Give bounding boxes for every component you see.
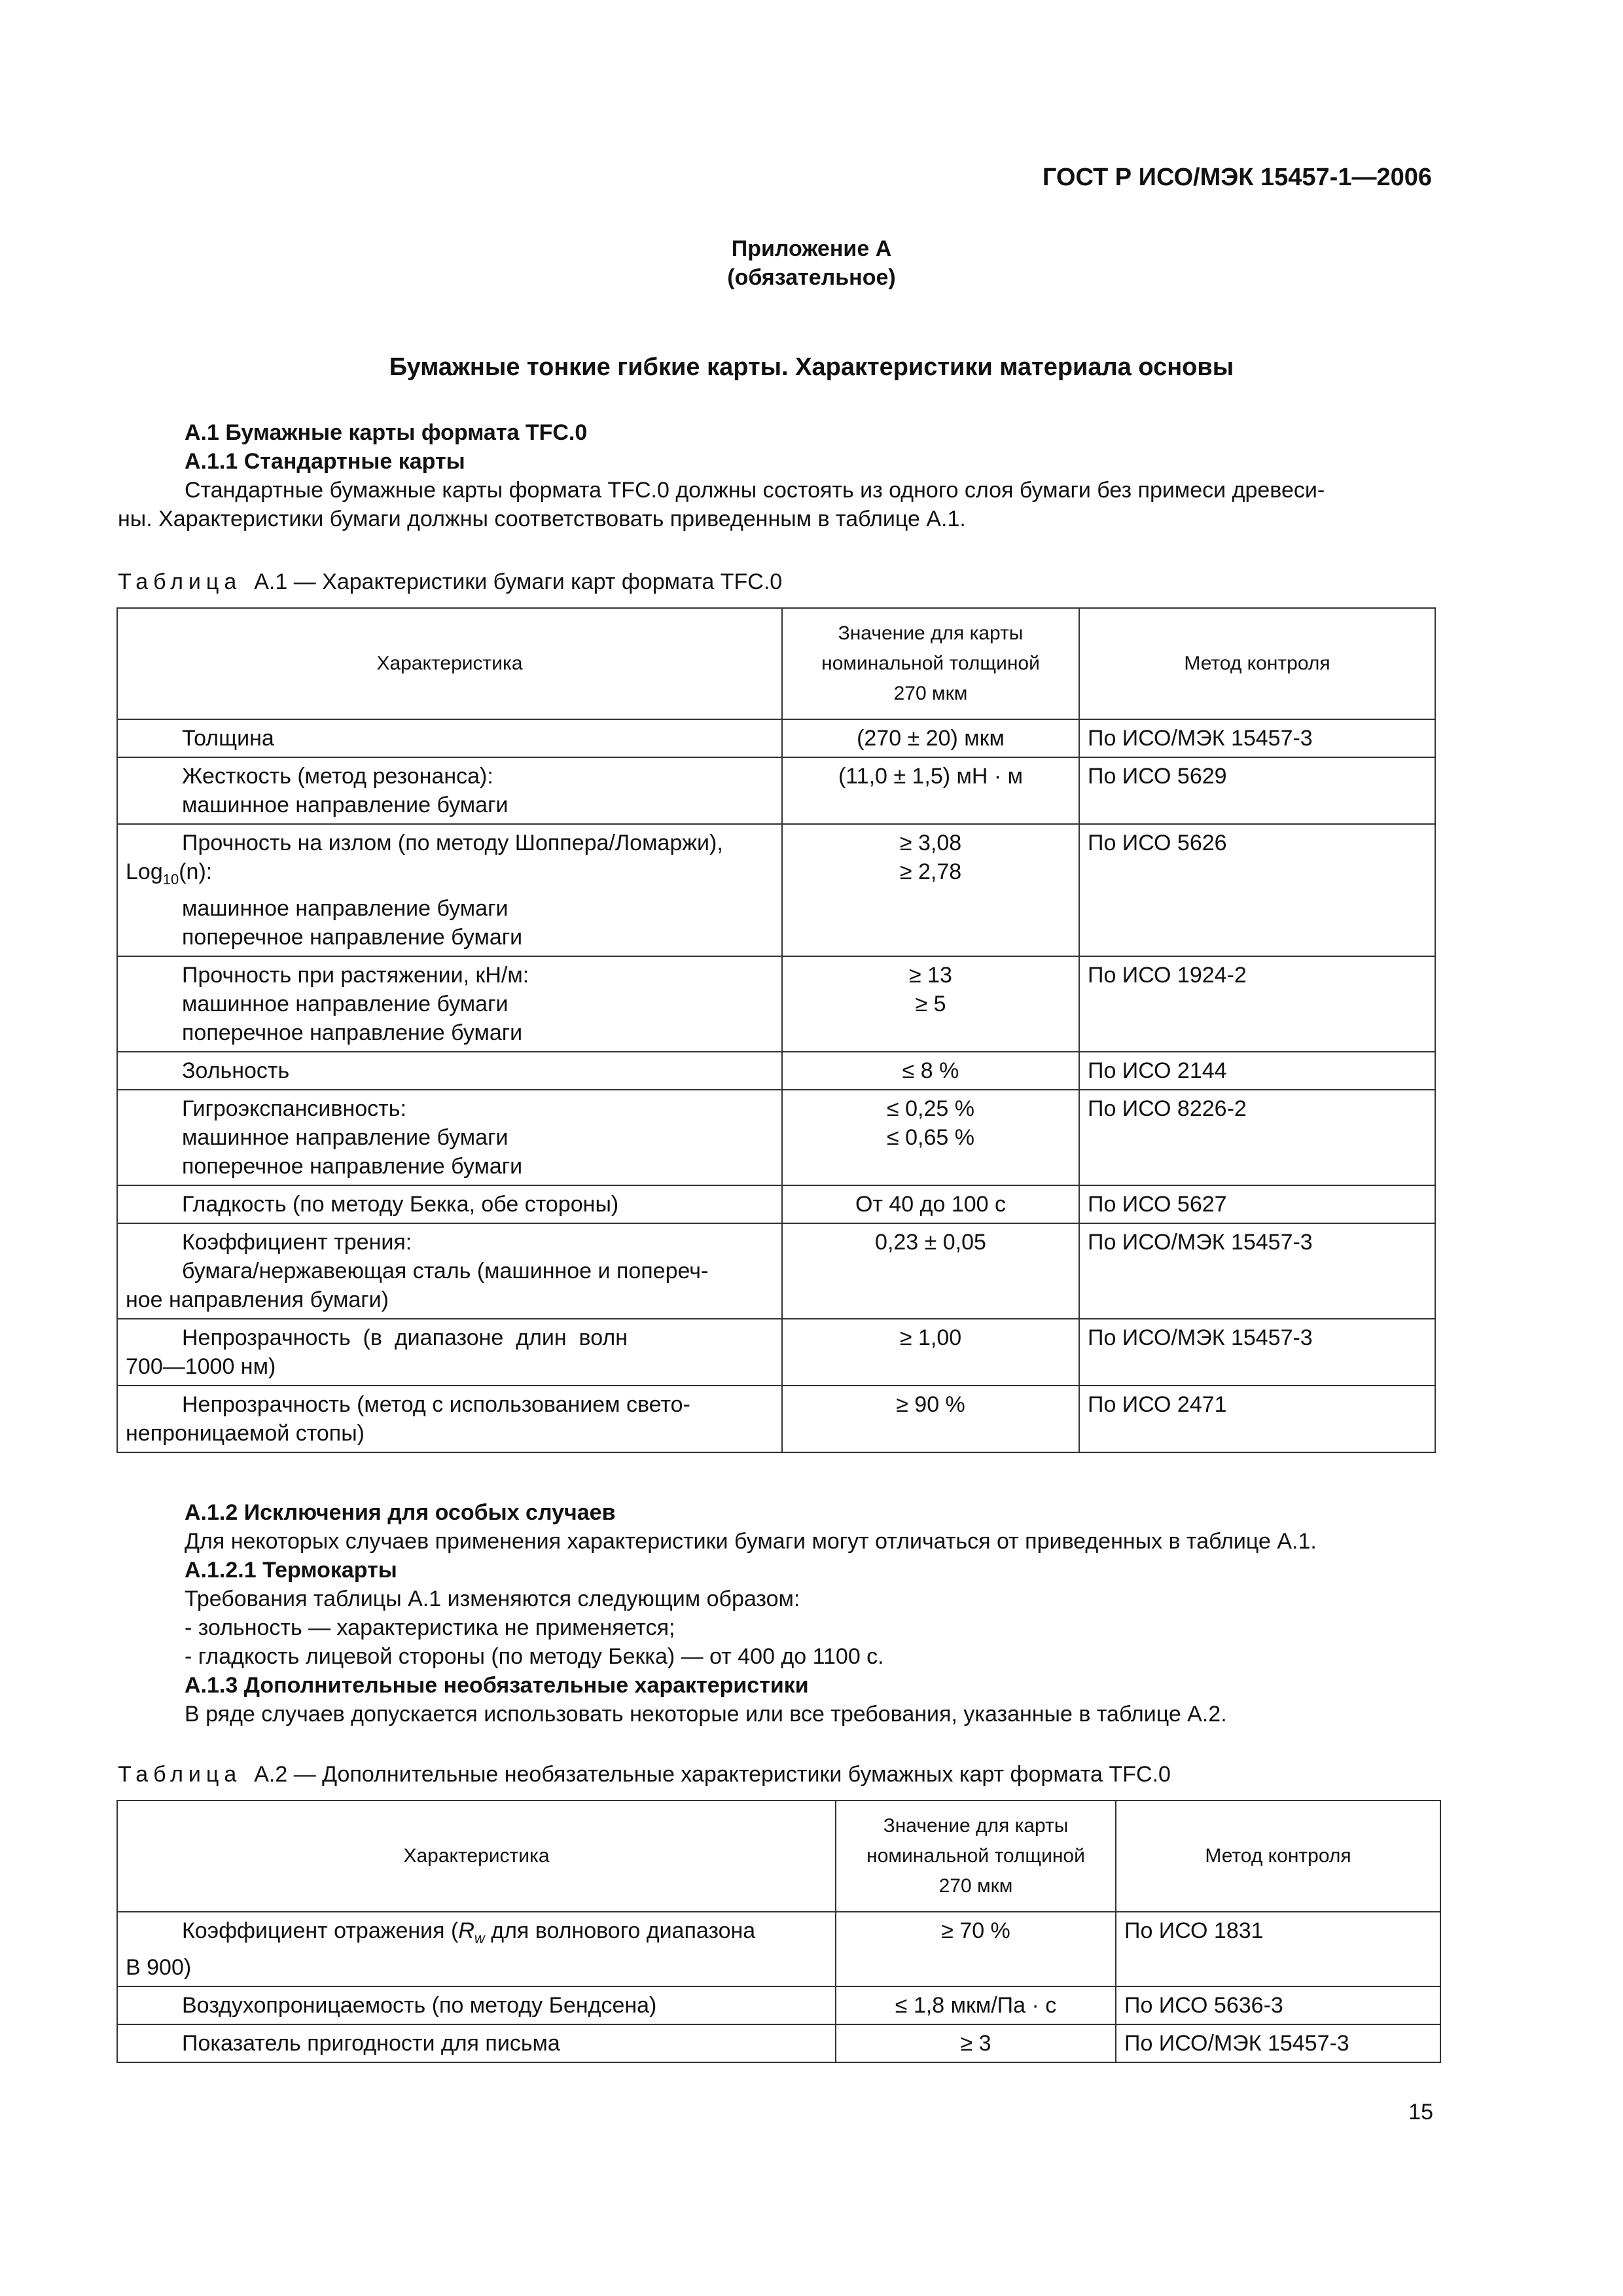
table-row [117,1052,1435,1090]
row-value: ≥ 5 [915,991,946,1016]
row-value: ≤ 1,8 мкм/Па · с [836,1986,1116,2024]
row-value: ≥ 13 [909,962,952,988]
row-characteristic: Прочность при растяжении, кН/м: [182,962,529,988]
document-header-id: ГОСТ Р ИСО/МЭК 15457-1—2006 [1042,164,1432,191]
row-value: 0,23 ± 0,05 [875,1229,986,1255]
row-value: (11,0 ± 1,5) мН · м [838,764,1024,789]
table2-header-row [117,1801,1440,1912]
table2-header-value-l1: Значение для карты [883,1815,1069,1837]
annex-title: Бумажные тонкие гибкие карты. Характеристики материала основы [389,353,1234,381]
table1-header-value [782,608,1079,719]
table1-caption-prefix: Таблица [118,569,242,594]
table-row [117,2024,1440,2062]
section-a13-heading: А.1.3 Дополнительные необязательные характеристики [185,1673,809,1698]
table1-caption [118,568,782,596]
table-row [117,1912,1440,1986]
row-value: ≥ 2,78 [899,859,962,884]
section-a11-heading: А.1.1 Стандартные карты [185,449,465,474]
row-method: По ИСО 5627 [1079,1185,1435,1223]
section-a12-para: Для некоторых случаев применения характеристики бумаги могут отличаться от приведенных в таблице А.1. [185,1529,1317,1554]
row-characteristic: Гигроэкспансивность: [182,1096,406,1121]
row-method: По ИСО 1831 [1116,1912,1440,1986]
row-method: По ИСО/МЭК 15457-3 [1116,2024,1440,2062]
row-characteristic: Толщина [182,726,274,751]
row-characteristic: Коэффициент отражения ($R_w$ для волнового диапазона [182,1918,756,1946]
row-value: От 40 до 100 с [855,1191,1007,1217]
section-a11-para-line2: ны. Характеристики бумаги должны соответствовать приведенным в таблице А.1. [118,507,966,531]
section-a12-heading: А.1.2 Исключения для особых случаев [185,1500,616,1525]
row-method: По ИСО/МЭК 15457-3 [1079,1319,1435,1386]
table-row [117,1090,1435,1185]
row-method: По ИСО 5636-3 [1116,1986,1440,2024]
row-characteristic: Жесткость (метод резонанса): [182,764,493,789]
row-characteristic: Зольность [182,1058,290,1083]
row-value: ≥ 90 % [896,1391,965,1417]
row-method: По ИСО 2144 [1079,1052,1435,1090]
table2-caption-prefix: Таблица [118,1762,242,1787]
row-value: ≥ 3,08 [899,831,962,855]
page-number: 15 [1408,2100,1433,2125]
row-characteristic-log: Log$_{10}$(n): [126,859,213,888]
row-characteristic: Непрозрачность (в диапазоне длин волн [182,1325,628,1350]
table2-header-value-l2: номинальной толщиной [866,1845,1085,1867]
row-characteristic-sub: поперечное направление бумаги [182,1153,523,1179]
row-characteristic: Непрозрачность (метод с использованием свето- [182,1391,690,1417]
table-row [117,757,1435,824]
row-characteristic-cont: В 900) [126,1954,192,1980]
row-characteristic-cont: непроницаемой стопы) [126,1420,365,1446]
table1-header-value-l3: 270 мкм [893,683,968,704]
table2-header-value [836,1801,1116,1912]
section-a121-req: Требования таблицы А.1 изменяются следующим образом: [185,1587,800,1611]
table2 [116,1800,1441,2063]
row-characteristic: Показатель пригодности для письма [182,2030,560,2056]
section-a13-para: В ряде случаев допускается использовать некоторые или все требования, указанные в таблице А.2. [185,1702,1227,1727]
row-method: По ИСО 8226-2 [1079,1090,1435,1185]
row-method: По ИСО/МЭК 15457-3 [1079,719,1435,757]
row-method: По ИСО 5626 [1079,824,1435,956]
table2-header-characteristic: Характеристика [117,1801,836,1912]
row-characteristic-sub: машинное направление бумаги [182,991,508,1016]
table1-header-characteristic: Характеристика [117,608,782,719]
row-characteristic-sub: машинное направление бумаги [182,1124,508,1150]
section-a11-para-line1: Стандартные бумажные карты формата TFC.0 должны состоять из одного слоя бумаги без примеси древеси- [185,478,1325,503]
row-characteristic-cont: 700—1000 нм) [126,1354,276,1379]
row-method: По ИСО 1924-2 [1079,956,1435,1052]
row-method: По ИСО 2471 [1079,1386,1435,1452]
row-characteristic-sub: машинное направление бумаги [182,895,508,921]
row-characteristic-sub: бумага/нержавеющая сталь (машинное и попереч- [182,1258,709,1283]
section-a121-heading: А.1.2.1 Термокарты [185,1558,397,1583]
row-value: (270 ± 20) мкм [857,726,1005,751]
row-characteristic-sub: поперечное направление бумаги [182,1020,523,1045]
table2-caption-text: А.2 — Дополнительные необязательные характеристики бумажных карт формата TFC.0 [254,1762,1171,1787]
table-row [117,956,1435,1052]
table-row [117,1223,1435,1319]
table-row [117,824,1435,956]
row-value: ≤ 0,25 % [887,1096,974,1121]
table1 [116,607,1436,1453]
row-value: ≥ 70 % [836,1912,1116,1986]
row-characteristic-sub: поперечное направление бумаги [182,924,523,950]
table2-header-value-l3: 270 мкм [938,1875,1013,1897]
row-method: По ИСО/МЭК 15457-3 [1079,1223,1435,1319]
row-characteristic: Коэффициент трения: [182,1229,412,1255]
table1-header-method: Метод контроля [1079,608,1435,719]
table-row [117,1319,1435,1386]
table2-caption [118,1761,1171,1788]
table-row [117,719,1435,757]
table1-header-value-l2: номинальной толщиной [821,653,1040,674]
table-row [117,1386,1435,1452]
table-row [117,1986,1440,2024]
section-a121-item2: - гладкость лицевой стороны (по методу Бекка) — от 400 до 1100 с. [185,1644,884,1669]
row-characteristic-cont: ное направления бумаги) [126,1287,389,1312]
row-characteristic: Гладкость (по методу Бекка, обе стороны) [182,1191,619,1217]
row-characteristic-sub: машинное направление бумаги [182,793,508,817]
table-row [117,1185,1435,1223]
row-characteristic: Воздухопроницаемость (по методу Бендсена) [182,1992,657,2018]
row-value: ≤ 0,65 % [887,1124,974,1150]
table1-caption-text: А.1 — Характеристики бумаги карт формата TFC.0 [254,569,783,594]
section-a1-heading: А.1 Бумажные карты формата TFC.0 [185,420,588,445]
row-characteristic: Прочность на излом (по методу Шоппера/Ломаржи), [182,831,723,855]
row-value: ≥ 3 [836,2024,1116,2062]
table1-header-row [117,608,1435,719]
row-method: По ИСО 5629 [1079,757,1435,824]
annex-status: (обязательное) [727,265,896,290]
row-value: ≥ 1,00 [899,1325,962,1350]
table1-header-value-l1: Значение для карты [838,622,1024,644]
table2-header-method: Метод контроля [1116,1801,1440,1912]
section-a121-item1: - зольность — характеристика не применяется; [185,1615,675,1640]
row-value: ≤ 8 % [902,1058,959,1083]
annex-label: Приложение А [731,236,892,261]
